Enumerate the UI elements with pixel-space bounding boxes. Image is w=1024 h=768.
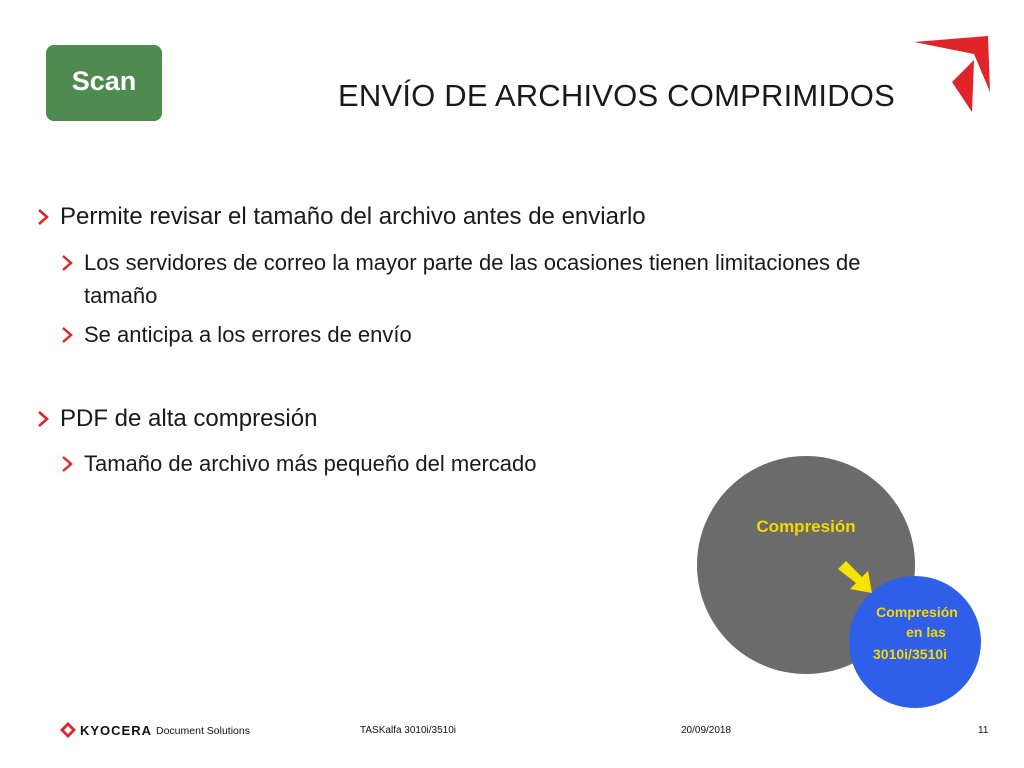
model-name: TASKalfa 3010i/3510i [360, 725, 456, 736]
bullet-text: PDF de alta compresión [60, 405, 318, 432]
slide-title: ENVÍO DE ARCHIVOS COMPRIMIDOS [338, 78, 895, 113]
big-circle-label: Compresión [756, 517, 856, 536]
bullet-text: Permite revisar el tamaño del archivo antes de enviarlo [60, 203, 646, 230]
scan-badge-label: Scan [71, 65, 137, 96]
small-circle-line: 3010i/3510i [873, 646, 947, 662]
page-number: 11 [978, 725, 989, 736]
kyocera-logo [60, 720, 152, 740]
sub-bullet-line: tamaño [84, 283, 158, 308]
brand-name: KYOCERA [80, 722, 153, 738]
sub-bullet-text: Tamaño de archivo más pequeño del mercado [84, 451, 537, 476]
kyocera-logo-icon [60, 722, 76, 738]
small-circle-line: Compresión [876, 604, 958, 620]
sub-bullet-text: Se anticipa a los errores de envío [84, 322, 412, 347]
small-circle-line: en las [906, 624, 946, 640]
division-name: Document Solutions [156, 725, 250, 737]
slide-date: 20/09/2018 [681, 725, 732, 736]
sub-bullet-line: Los servidores de correo la mayor parte de las ocasiones tienen limitaciones de [84, 250, 861, 275]
